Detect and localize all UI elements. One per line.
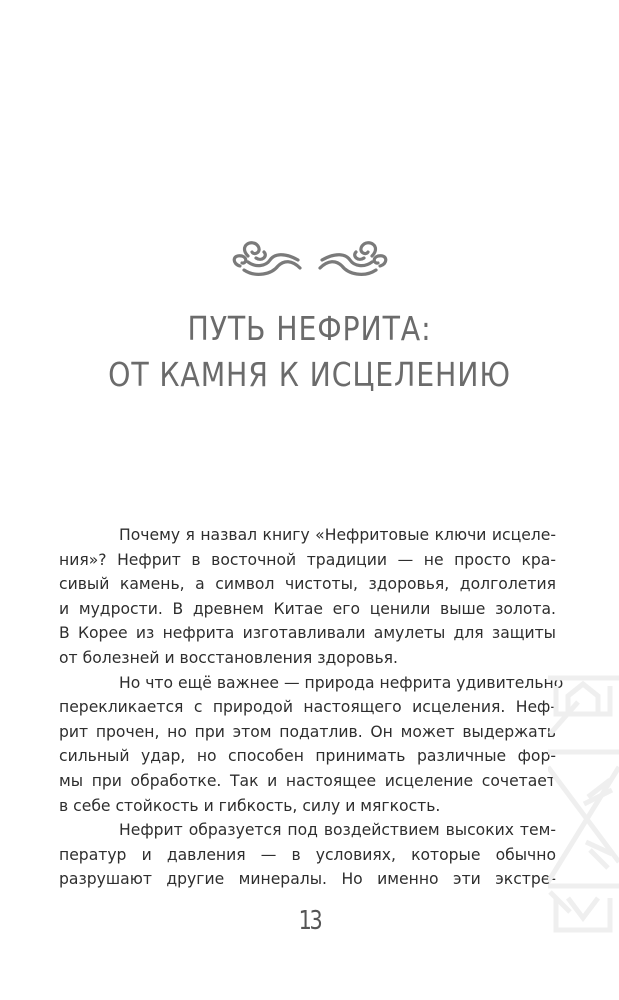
text-line: от болезней и восстановления здоровья. bbox=[59, 648, 399, 667]
text-line: ператур и давления — в условиях, которые обычно bbox=[59, 845, 556, 864]
text-line: мы при обработке. Так и настоящее исцеление сочетает bbox=[59, 771, 556, 790]
text-line: сивый камень, а символ чистоты, здоровья, долголетия bbox=[59, 575, 556, 594]
text-line: и мудрости. В древнем Китае его ценили выше золота. bbox=[59, 599, 556, 618]
text-line: рит прочен, но при этом податлив. Он может выдержать bbox=[59, 722, 556, 741]
chapter-title-line-2: ОТ КАМНЯ К ИСЦЕЛЕНИЮ bbox=[108, 355, 511, 394]
page-number: 13 bbox=[298, 906, 321, 936]
text-line: Нефрит образуется под воздействием высоких тем- bbox=[119, 821, 556, 840]
folk-geometric-pattern-icon bbox=[548, 672, 619, 934]
text-line: В Корее из нефрита изготавливали амулеты для защиты bbox=[59, 624, 556, 643]
text-line: перекликается с природой настоящего исцеления. Неф- bbox=[59, 698, 556, 717]
cloud-scroll-ornament-icon bbox=[226, 238, 394, 282]
text-line: Но что ещё важнее — природа нефрита удивительно bbox=[119, 673, 564, 692]
chapter-title bbox=[0, 306, 619, 398]
body-text bbox=[59, 523, 564, 892]
text-line: ния»? Нефрит в восточной традиции — не просто кра- bbox=[59, 550, 556, 569]
text-line: Почему я назвал книгу «Нефритовые ключи исцеле- bbox=[119, 526, 556, 544]
text-line: сильный удар, но способен принимать различные фор- bbox=[59, 747, 556, 766]
chapter-title-line-1: ПУТЬ НЕФРИТА: bbox=[187, 309, 432, 348]
text-line: разрушают другие минералы. Но именно эти экстре- bbox=[59, 870, 556, 889]
text-line: в себе стойкость и гибкость, силу и мягкость. bbox=[59, 796, 441, 815]
